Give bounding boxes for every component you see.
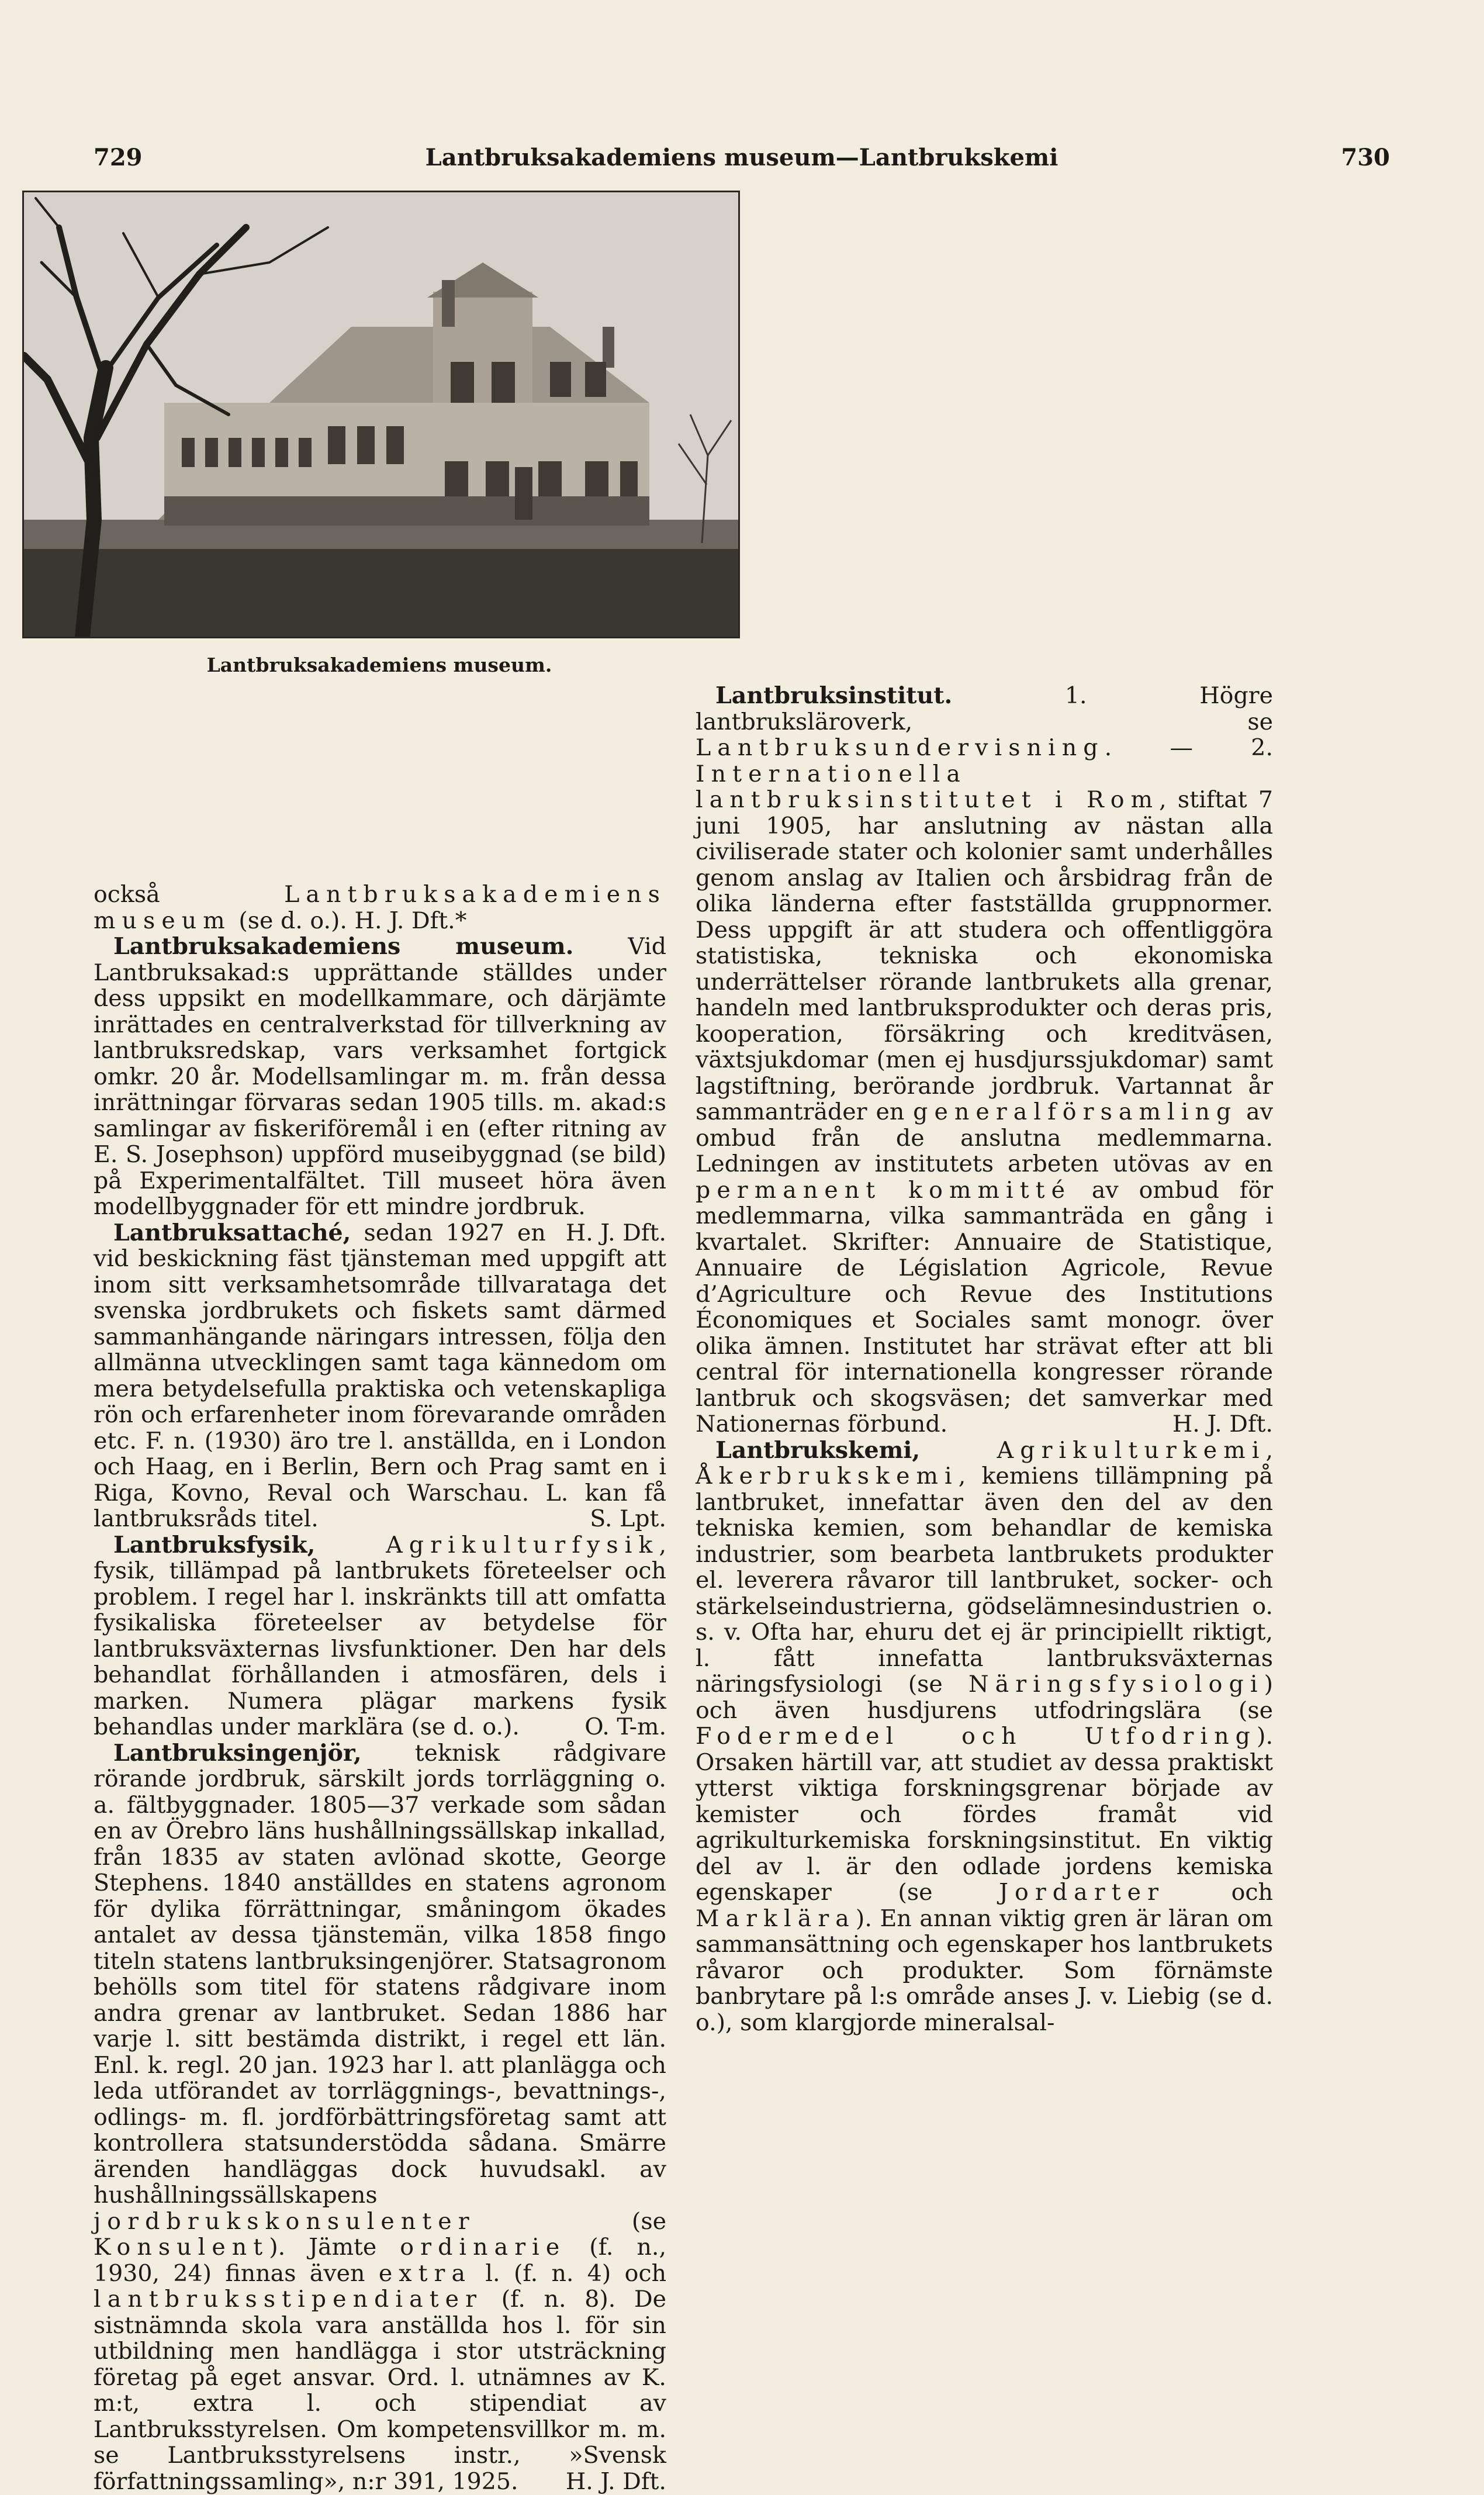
signature: H. J. Dft. [565, 2468, 666, 2495]
page-number-right: 730 [1341, 144, 1390, 171]
signature: O. T-m. [584, 1713, 666, 1740]
left-column [94, 186, 666, 2494]
signature: H. J. Dft. [1172, 1411, 1273, 1437]
entry-lantbruksingenjor: Lantbruksingenjör, teknisk rådgivare rörande jordbruk, särskilt jords torrläggning o. a. fältbyggnader. 1805—37 verkade som sådan en av Örebro läns hushållningssällskap inkallad, från 1835 av staten avlönad skotte, George Stephens. 1840 anställdes en statens agronom för dylika förrättningar, småningom ökades antalet av dessa tjänstemän, vilka 1858 fingo titeln statens lantbruksingenjörer. Statsagronom behölls som titel för statens rådgivare inom andra grenar av lantbruket. Sedan 1886 har varje l. sitt bestämda distrikt, i regel ett län. Enl. k. regl. 20 jan. 1923 har l. att planlägga och leda utförandet av torrläggnings-, bevattnings-, odlings- m. fl. jordförbättringsföretag samt att kontrollera statsunderstödda sådana. Smärre ärenden handläggas dock huvudsakl. av hushållningssällskapens jordbrukskonsulenter (se Konsulent). Jämte ordinarie (f. n., 1930, 24) finnas även extra l. (f. n. 4) och lantbruksstipendiater (f. n. 8). De sistnämnda skola vara anställda hos l. för sin utbildning men handlägga i stor utsträckning företag på eget ansvar. Ord. l. utnämnes av K. m:t, extra l. och stipendiat av Lantbruksstyrelsen. Om kompetensvillkor m. m. se Lantbruksstyrelsens instr., »Svensk författningssamling», n:r 391, 1925. H. J. Dft. [94, 1739, 667, 2495]
entry-lantbruksattache: Lantbruksattaché, sedan 1927 en vid beskickning fäst tjänsteman med uppgift att inom sitt verksamhetsområde tillvaratag​a det svenska jordbrukets och fiskets samt därmed sammanhängande näringars intressen, följa den allmänna utvecklingen samt taga kännedom om mera betydelsefulla praktiska och vetenskapliga rön och erfarenheter inom förevarande områden etc. F. n. (1930) äro tre l. anställda, en i London och Haag, en i Berlin, Bern och Prag samt en i Riga, Kovno, Reval och Warschau. L. kan få lantbruksråds titel. S. Lpt. [94, 1219, 666, 1532]
museum-photo [22, 191, 740, 638]
entry-term: Lantbruksinstitut. [715, 682, 953, 709]
right-column [696, 683, 1273, 2036]
entry-term: Lantbruksingenjör, [113, 1739, 362, 1767]
entry-term: Lantbruksakademiens museum. [113, 933, 574, 960]
entry-lantbrukskemi: Lantbrukskemi, Agrikulturkemi, Åkerbrukskemi, kemiens tillämpning på lantbruket, innefattar även den del av den tekniska kemien, som behandlar de kemiska industrier, som bearbeta lantbrukets produkter el. leverera råvaror till lantbruket, socker- och stärkelseindustrierna, gödselämnesindustrien o. s. v. Ofta har, ehuru det ej är principiellt riktigt, l. fått innefatta lantbruksväxternas näringsfysiologi (se Näringsfysiologi) och även husdjurens utfodringslära (se Fodermedel och Utfodring). Orsaken härtill var, att studiet av dessa praktiskt ytterst viktiga forskningsgrenar började av kemister och fördes framåt vid agrikulturkemiska forskningsinstitut. En viktig del av l. är den odlade jordens kemiska egenskaper (se Jordarter och Marklära). En annan viktig gren är läran om sammansättning och egenskaper hos lantbrukets råvaror och produkter. Som förnämste banbrytare på l:s område anses J. v. Liebig (se d. o.), som klargjorde mineralsal- [696, 1436, 1273, 2036]
entry-lantbruksakademiens-museum: Lantbruksakademiens museum. Vid Lantbruksakad:s upprättande ställdes under dess uppsikt en modellkammare, och därjämte inrättades en centralverkstad för tillverkning av lantbruksredskap, vars verksamhet fortgick omkr. 20 år. Modellsamlingar m. m. från dessa inrättningar förvaras sedan 1905 tills. m. akad:s samlingar av fiskeriföremål i en (efter ritning av E. S. Josephson) uppförd museibyggnad (se bild) på Experimentalfältet. Till museet höra även modellbyggnader för ett mindre jordbruk. H. J. Dft. [94, 933, 666, 1246]
museum-building-illustration [24, 192, 738, 637]
figure-caption: Lantbruksakademiens museum. [206, 654, 552, 676]
continuation-paragraph: också Lantbruksakademiens museum (se d. o.). H. J. Dft.* [94, 881, 666, 934]
figure [22, 186, 753, 882]
running-title: Lantbruksakademiens museum—Lantbrukskemi [425, 144, 1058, 171]
signature: S. Lpt. [590, 1505, 666, 1532]
page-number-left: 729 [94, 144, 143, 171]
entry-term: Lantbruksattaché, [113, 1219, 351, 1246]
page-header [94, 140, 1390, 175]
entry-term: Lantbruksfysik, [113, 1531, 316, 1558]
entry-term: Lantbrukskemi, [715, 1436, 921, 1464]
entry-lantbruksinstitut: Lantbruksinstitut. 1. Högre lantbruksläroverk, se Lantbruksundervisning. — 2. Internationella lantbruksinstitutet i Rom, stiftat 7 juni 1905, har anslutning av nästan alla civiliserade stater och kolonier samt underhålles genom anslag av Italien och årsbidrag från de olika länderna efter fastställda gruppnormer. Dess uppgift är att studera och offentliggöra statistiska, tekniska och ekonomiska underrättelser rörande lantbrukets alla grenar, handeln med lantbruksprodukter och deras pris, kooperation, försäkring och kreditväsen, växtsjukdomar (men ej husdjurssjukdomar) samt lagstiftning, berörande jordbruk. Vartannat år sammanträder en generalförsamling av ombud från de anslutna medlemmarna. Ledningen av institutets arbeten utövas av en permanent kommitté av ombud för medlemmarna, vilka sammanträda en gång i kvartalet. Skrifter: Annuaire de Statistique, Annuaire de Législation Agricole, Revue d’Agriculture och Revue des Institutions Économiques et Sociales samt monogr. över olika ämnen. Institutet har strävat efter att bli central för internationella kongresser rörande lantbruk och skogsväsen; det samverkar med Nationernas förbund. H. J. Dft. [696, 682, 1274, 1437]
signature: H. J. Dft. [565, 1219, 666, 1246]
entry-lantbruksfysik: Lantbruksfysik, Agrikulturfysik, fysik, tillämpad på lantbrukets företeelser och problem. I regel har l. inskränkts till att omfatta fysikaliska företeelser av betydelse för lantbruksväxternas livsfunktioner. Den har dels behandlat förhållanden i atmosfären, dels i marken. Numera plägar markens fysik behandlas under marklära (se d. o.). O. T-m. [94, 1531, 666, 1740]
